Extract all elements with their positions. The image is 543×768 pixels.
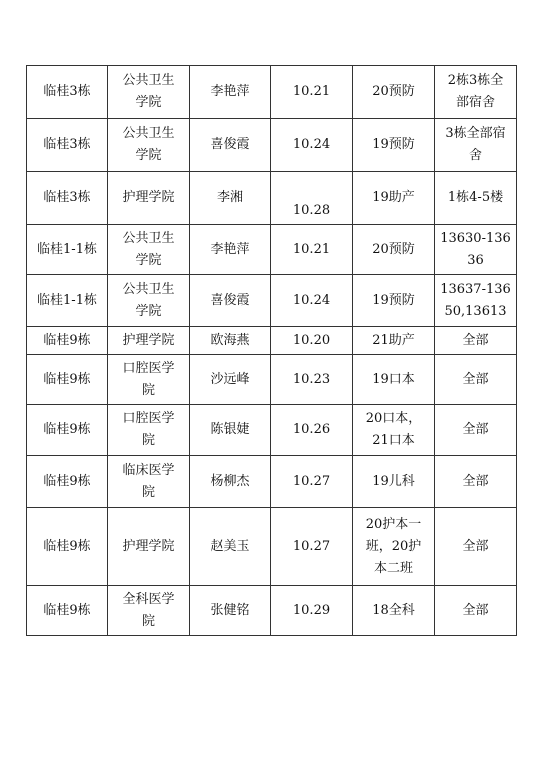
table-row <box>27 405 517 456</box>
scope-line: 全部 <box>462 602 489 618</box>
college-line: 院 <box>141 613 155 629</box>
college-cell <box>108 586 190 636</box>
college-cell <box>108 66 190 119</box>
class-line: 20护本一 <box>365 516 422 532</box>
name-cell <box>190 456 271 508</box>
building-cell <box>27 456 108 508</box>
name-text: 赵美玉 <box>210 538 250 554</box>
building-cell <box>27 66 108 119</box>
scope-cell <box>435 327 517 355</box>
date-text: 10.23 <box>292 371 331 387</box>
college-line: 公共卫生 <box>122 281 175 297</box>
scope-cell <box>435 66 517 119</box>
scope-line: 13637-136 <box>440 281 511 297</box>
college-line: 学院 <box>135 252 162 268</box>
scope-line: 1栋4-5楼 <box>447 190 504 205</box>
class-cell <box>353 327 435 355</box>
class-cell <box>353 172 435 225</box>
college-line: 护理学院 <box>122 190 175 205</box>
name-text: 李艳萍 <box>210 241 250 257</box>
name-cell <box>190 119 271 172</box>
class-line: 20预防 <box>372 84 415 99</box>
college-line: 院 <box>141 433 155 448</box>
class-cell <box>353 225 435 275</box>
college-cell <box>108 355 190 405</box>
name-text: 张健铭 <box>210 602 250 618</box>
college-cell <box>108 225 190 275</box>
college-line: 口腔医学 <box>122 360 175 376</box>
building-cell <box>27 355 108 405</box>
scope-line: 全部 <box>462 422 489 437</box>
date-text: 10.29 <box>292 602 331 618</box>
name-cell <box>190 405 271 456</box>
scope-cell <box>435 275 517 327</box>
class-line: 19口本 <box>372 371 415 387</box>
date-cell <box>271 405 353 456</box>
college-cell <box>108 275 190 327</box>
college-line: 护理学院 <box>122 538 175 554</box>
scope-cell <box>435 172 517 225</box>
building-text: 临桂3栋 <box>43 190 91 205</box>
date-text: 10.28 <box>292 203 331 218</box>
class-line: 21助产 <box>372 332 415 348</box>
class-cell <box>353 405 435 456</box>
scope-cell <box>435 405 517 456</box>
name-cell <box>190 355 271 405</box>
college-line: 院 <box>141 382 155 398</box>
building-cell <box>27 172 108 225</box>
table-row <box>27 355 517 405</box>
building-text: 临桂9栋 <box>43 602 91 618</box>
scope-line: 全部 <box>462 371 489 387</box>
college-cell <box>108 405 190 456</box>
building-text: 临桂1-1栋 <box>37 241 97 257</box>
class-line: 19预防 <box>372 137 415 152</box>
table-row <box>27 119 517 172</box>
class-cell <box>353 355 435 405</box>
date-text: 10.27 <box>292 538 331 554</box>
name-text: 欧海燕 <box>210 332 250 348</box>
college-cell <box>108 327 190 355</box>
table-row <box>27 66 517 119</box>
table-row <box>27 172 517 225</box>
name-text: 陈银婕 <box>210 422 250 437</box>
scope-line: 全部 <box>462 538 489 554</box>
name-cell <box>190 508 271 586</box>
building-text: 临桂3栋 <box>43 137 91 152</box>
building-cell <box>27 586 108 636</box>
building-cell <box>27 508 108 586</box>
class-cell <box>353 508 435 586</box>
building-cell <box>27 327 108 355</box>
class-line: 21口本 <box>372 433 415 448</box>
inspection-schedule-table <box>26 65 517 636</box>
college-cell <box>108 172 190 225</box>
table-row <box>27 225 517 275</box>
class-cell <box>353 456 435 508</box>
building-text: 临桂9栋 <box>43 422 91 437</box>
building-text: 临桂9栋 <box>43 473 91 489</box>
table-row <box>27 508 517 586</box>
scope-line: 3栋全部宿 <box>445 126 506 141</box>
name-cell <box>190 327 271 355</box>
building-cell <box>27 225 108 275</box>
college-cell <box>108 119 190 172</box>
class-line: 18全科 <box>372 602 415 618</box>
college-line: 学院 <box>135 95 162 110</box>
building-cell <box>27 119 108 172</box>
class-cell <box>353 586 435 636</box>
date-cell <box>271 355 353 405</box>
college-line: 口腔医学 <box>122 411 175 426</box>
college-line: 公共卫生 <box>122 230 175 246</box>
college-line: 学院 <box>135 148 162 163</box>
scope-cell <box>435 355 517 405</box>
class-line: 19预防 <box>372 292 415 308</box>
building-text: 临桂9栋 <box>43 332 91 348</box>
name-text: 喜俊霞 <box>210 137 250 152</box>
table-row <box>27 586 517 636</box>
name-cell <box>190 275 271 327</box>
date-cell <box>271 275 353 327</box>
college-line: 院 <box>141 484 155 500</box>
college-line: 全科医学 <box>122 591 175 607</box>
college-line: 护理学院 <box>122 332 175 348</box>
college-cell <box>108 456 190 508</box>
name-text: 沙远峰 <box>210 371 250 387</box>
scope-line: 全部 <box>462 332 489 348</box>
date-text: 10.24 <box>292 292 331 308</box>
date-text: 10.27 <box>292 473 331 489</box>
date-text: 10.20 <box>292 332 331 348</box>
scope-cell <box>435 586 517 636</box>
scope-cell <box>435 225 517 275</box>
class-line: 本二班 <box>373 560 413 576</box>
building-text: 临桂1-1栋 <box>37 292 97 308</box>
scope-line: 36 <box>467 252 484 268</box>
date-cell <box>271 172 353 225</box>
date-text: 10.24 <box>292 137 331 152</box>
date-cell <box>271 586 353 636</box>
date-text: 10.21 <box>292 241 331 257</box>
date-cell <box>271 508 353 586</box>
building-text: 临桂9栋 <box>43 371 91 387</box>
date-text: 10.21 <box>292 84 331 99</box>
class-line: 19助产 <box>372 190 415 205</box>
building-cell <box>27 405 108 456</box>
name-cell <box>190 172 271 225</box>
class-line: 20预防 <box>372 241 415 257</box>
building-text: 临桂9栋 <box>43 538 91 554</box>
scope-cell <box>435 456 517 508</box>
table-body <box>27 66 517 636</box>
date-text: 10.26 <box>292 422 331 437</box>
scope-cell <box>435 508 517 586</box>
name-text: 喜俊霞 <box>210 292 250 308</box>
name-cell <box>190 225 271 275</box>
class-line: 班，20护 <box>365 538 422 554</box>
class-cell <box>353 119 435 172</box>
date-cell <box>271 119 353 172</box>
scope-line: 50,13613 <box>444 303 507 319</box>
date-cell <box>271 327 353 355</box>
date-cell <box>271 66 353 119</box>
class-cell <box>353 275 435 327</box>
college-line: 公共卫生 <box>122 126 175 141</box>
date-cell <box>271 225 353 275</box>
name-text: 李湘 <box>216 190 243 205</box>
name-cell <box>190 66 271 119</box>
class-line: 19儿科 <box>372 473 415 489</box>
scope-line: 2栋3栋全 <box>447 73 504 88</box>
college-line: 临床医学 <box>122 462 175 478</box>
building-text: 临桂3栋 <box>43 84 91 99</box>
name-text: 杨柳杰 <box>210 473 250 489</box>
scope-line: 13630-136 <box>440 230 511 246</box>
name-cell <box>190 586 271 636</box>
college-line: 公共卫生 <box>122 73 175 88</box>
table-row <box>27 275 517 327</box>
date-cell <box>271 456 353 508</box>
college-cell <box>108 508 190 586</box>
class-cell <box>353 66 435 119</box>
college-line: 学院 <box>135 303 162 319</box>
building-cell <box>27 275 108 327</box>
class-line: 20口本， <box>365 411 422 426</box>
table-row <box>27 327 517 355</box>
name-text: 李艳萍 <box>210 84 250 99</box>
table-row <box>27 456 517 508</box>
scope-line: 舍 <box>468 148 482 163</box>
scope-cell <box>435 119 517 172</box>
scope-line: 部宿舍 <box>455 95 495 110</box>
scope-line: 全部 <box>462 473 489 489</box>
